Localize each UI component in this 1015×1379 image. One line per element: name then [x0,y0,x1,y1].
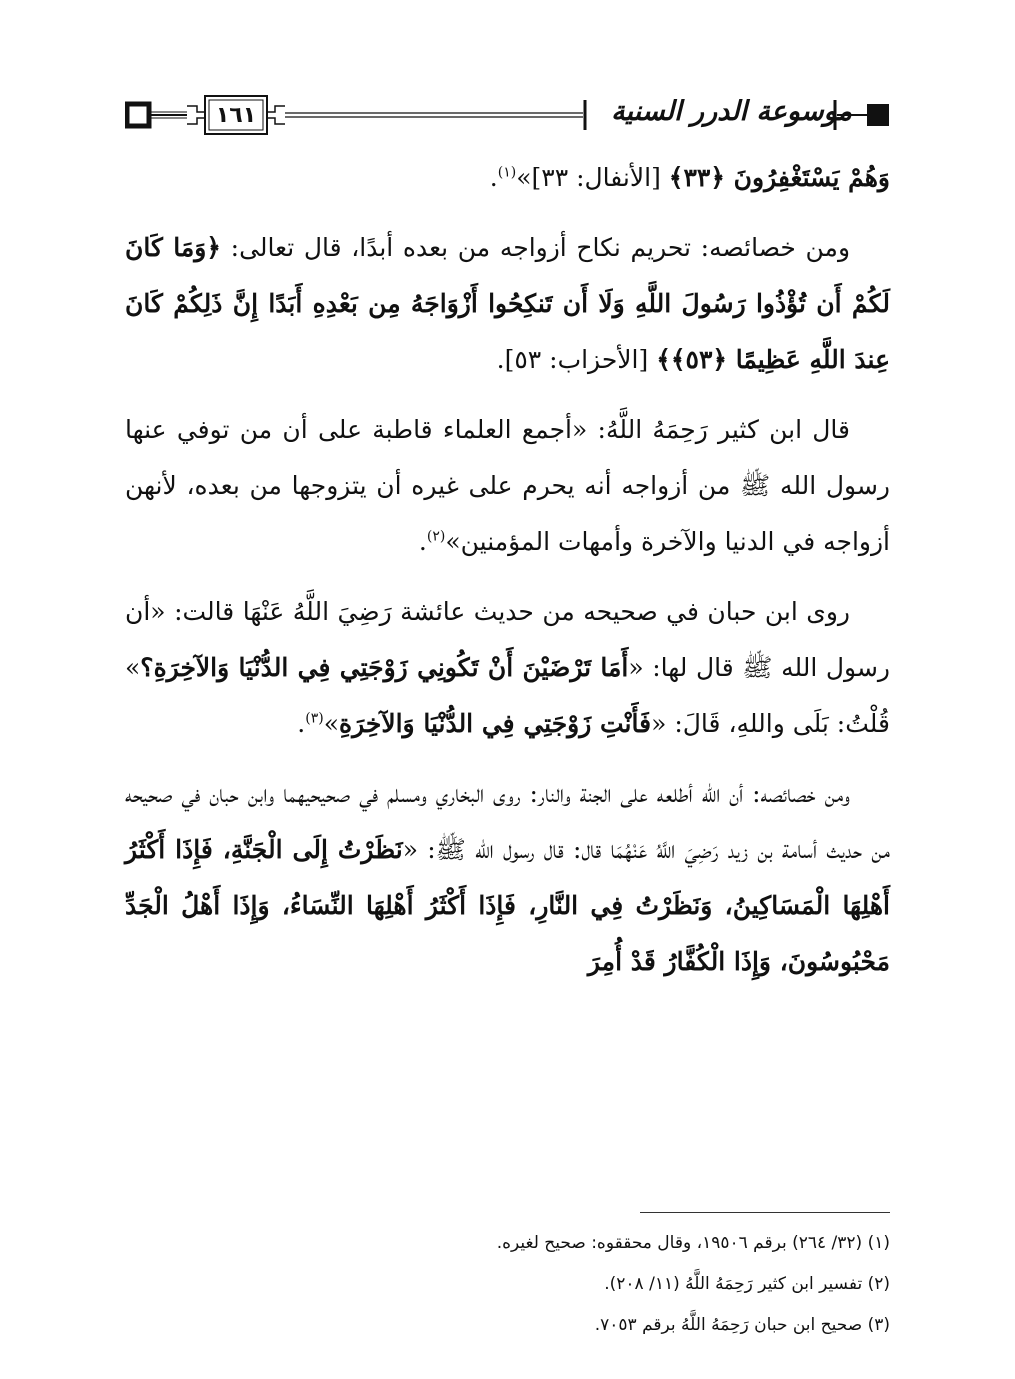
footnote-separator [640,1212,890,1213]
footnote-marker[interactable]: (١) [497,164,517,181]
hadith-text: أَمَا تَرْضَيْنَ أَنْ تَكُونِي زَوْجَتِي فِي الدُّنْيَا وَالآخِرَةِ؟ [140,653,629,682]
paragraph-text: » [323,709,339,738]
paragraph-paradise-hell [125,766,890,990]
paragraph-marriage-prohibition [125,220,890,388]
quran-verse: ﴿وَمَا كَانَ لَكُمْ أَن تُؤْذُوا رَسُولَ اللَّهِ وَلَا أَن تَنكِحُوا أَزْوَاجَهُ مِن بَعْدِهِ أَبَدًا إِنَّ ذَلِكُمْ كَانَ عِندَ اللَّهِ عَظِيمًا ﴿٥٣﴾﴾ [125,233,890,374]
paragraph-ibn-kathir [125,402,890,570]
punctuation: . [418,527,427,556]
paragraph-ibn-hibban-aisha [125,584,890,752]
quran-verse-continuation [125,150,890,206]
punctuation: . [489,163,498,192]
verse-reference: [الأحزاب: ٥٣]. [496,345,657,374]
paragraph-text: » قُلْتُ: بَلَى واللهِ، قَالَ: « [125,653,890,738]
paragraph-text: ومن خصائصه: أن الله أطلعه على الجنة والنار: روى البخاري ومسلم في صحيحيهما وابن حبان في صحيحه من حديث أسامة بن زيد رَضِيَ اللَّهُ عَنْهُمَا قال: قال رسول الله ﷺ: « [125,779,890,864]
footnote-1: (١) (٣٢/ ٢٦٤) برقم ١٩٥٠٦، وقال محققوه: صحيح لغيره. [496,1233,890,1253]
paragraph-text: ومن خصائصه: تحريم نكاح أزواجه من بعده أبدًا، قال تعالى: [230,233,851,262]
quran-verse: وَهُمْ يَسْتَغْفِرُونَ ﴿٣٣﴾ [668,163,890,192]
footnote-2: (٢) تفسير ابن كثير رَحِمَهُ اللَّهُ (١١/ ٢٠٨). [604,1274,890,1294]
footnote-marker[interactable]: (٣) [305,710,324,727]
hadith-text: نَظَرْتُ إِلَى الْجَنَّةِ، فَإِذَا أَكْثَرُ أَهْلِهَا الْمَسَاكِينُ، وَنَظَرْتُ فِي النَّارِ، فَإِذَا أَكْثَرُ أَهْلِهَا النِّسَاءُ، وَإِذَا أَهْلُ الْجَدِّ مَحْبُوسُونَ، وَإِذَا الْكُفَّارُ قَدْ أُمِرَ [125,835,890,976]
book-title: موسوعة الدرر السنية [611,96,852,127]
page-body [125,150,890,990]
footnote-3: (٣) صحيح ابن حبان رَحِمَهُ اللَّهُ برقم ٧٠٥٣. [594,1315,890,1335]
page-header [125,92,890,138]
verse-reference: [الأنفال: ٣٣]» [516,163,669,192]
punctuation: . [297,709,306,738]
footnote-marker[interactable]: (٢) [426,528,446,545]
paragraph-text: قال ابن كثير رَحِمَهُ اللَّهُ: «أجمع العلماء قاطبة على أن من توفي عنها رسول الله ﷺ من أزواجه أنه يحرم على غيره أن يتزوجها من بعده، لأنهن أزواجه في الدنيا والآخرة وأمهات المؤمنين» [125,415,890,556]
footnotes [125,1223,890,1346]
paragraph-text: روى ابن حبان في صحيحه من حديث عائشة رَضِيَ اللَّهُ عَنْهَا قالت: «أن رسول الله ﷺ قال لها: « [125,597,890,682]
page-number: ١٦١ [215,102,257,128]
hadith-text: فَأَنْتِ زَوْجَتِي فِي الدُّنْيَا وَالآخِرَةِ [339,709,652,738]
